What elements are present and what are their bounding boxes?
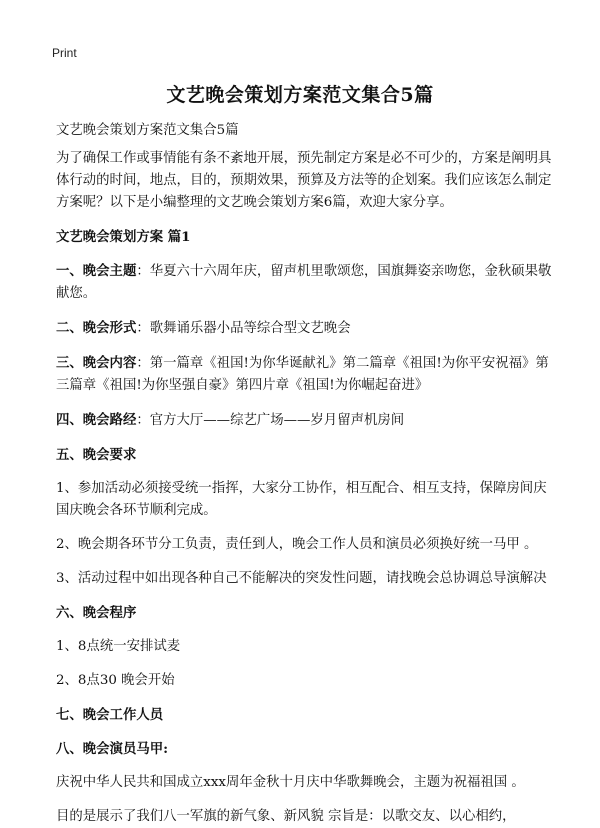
content-text: ：第一篇章《祖国!为你华诞献礼》第二篇章《祖国!为你平安祝福》第三篇章《祖国!为你坚强自豪》第四片章《祖国!为你崛起奋进》 xyxy=(56,356,549,393)
intro-paragraph: 为了确保工作或事情能有条不紊地开展，预先制定方案是必不可少的，方案是阐明具体行动的时间，地点，目的，预期效果，预算及方法等的企划案。我们应该怎么制定方案呢？以下是小编整理的文艺晚会策划方案6篇，欢迎大家分享。 xyxy=(56,151,552,210)
route-label: 四、晚会路经 xyxy=(56,412,137,428)
requirement-item: 3、活动过程中如出现各种自己不能解决的突发性问题，请找晚会总协调总导演解决 xyxy=(56,571,547,586)
requirement-item: 2、晚会期各环节分工负责，责任到人，晚会工作人员和演员必须换好统一马甲 。 xyxy=(56,537,538,552)
program-heading: 六、晚会程序 xyxy=(56,605,137,621)
theme-paragraph xyxy=(56,260,552,305)
route-text: ：官方大厅——综艺广场——岁月留声机房间 xyxy=(136,413,405,428)
staff-heading: 七、晚会工作人员 xyxy=(56,707,164,723)
theme-text: ：华夏六十六周年庆，留声机里歌颂您，国旗舞姿亲吻您，金秋硕果敬献您。 xyxy=(56,264,552,301)
purpose-paragraph: 目的是展示了我们八一军旗的新气象、新风貌 宗旨是：以歌交友、以心相约， xyxy=(56,809,516,824)
form-text: ：歌舞诵乐器小品等综合型文艺晚会 xyxy=(136,321,351,336)
content-label: 三、晚会内容 xyxy=(56,355,137,371)
subtitle: 文艺晚会策划方案范文集合5篇 xyxy=(56,123,239,138)
form-label: 二、晚会形式 xyxy=(56,320,137,336)
article-heading: 文艺晚会策划方案 篇1 xyxy=(56,229,191,245)
celebration-paragraph: 庆祝中华人民共和国成立xxx周年金秋十月庆中华歌舞晚会，主题为祝福祖国 。 xyxy=(56,775,525,790)
print-label: Print xyxy=(52,46,77,60)
theme-label: 一、晚会主题 xyxy=(56,263,137,279)
form-paragraph xyxy=(56,317,552,340)
requirements-heading: 五、晚会要求 xyxy=(56,447,137,463)
program-item: 1、8点统一安排试麦 xyxy=(56,639,181,654)
content-paragraph xyxy=(56,352,552,397)
document-body xyxy=(56,120,552,828)
performers-heading: 八、晚会演员马甲: xyxy=(56,741,169,757)
requirement-item: 1、参加活动必须接受统一指挥，大家分工协作，相互配合、相互支持，保障房间庆国庆晚会各环节顺利完成。 xyxy=(56,481,547,518)
route-paragraph xyxy=(56,409,552,432)
program-item: 2、8点30 晚会开始 xyxy=(56,673,175,688)
page-title: 文艺晚会策划方案范文集合5篇 xyxy=(166,84,434,106)
